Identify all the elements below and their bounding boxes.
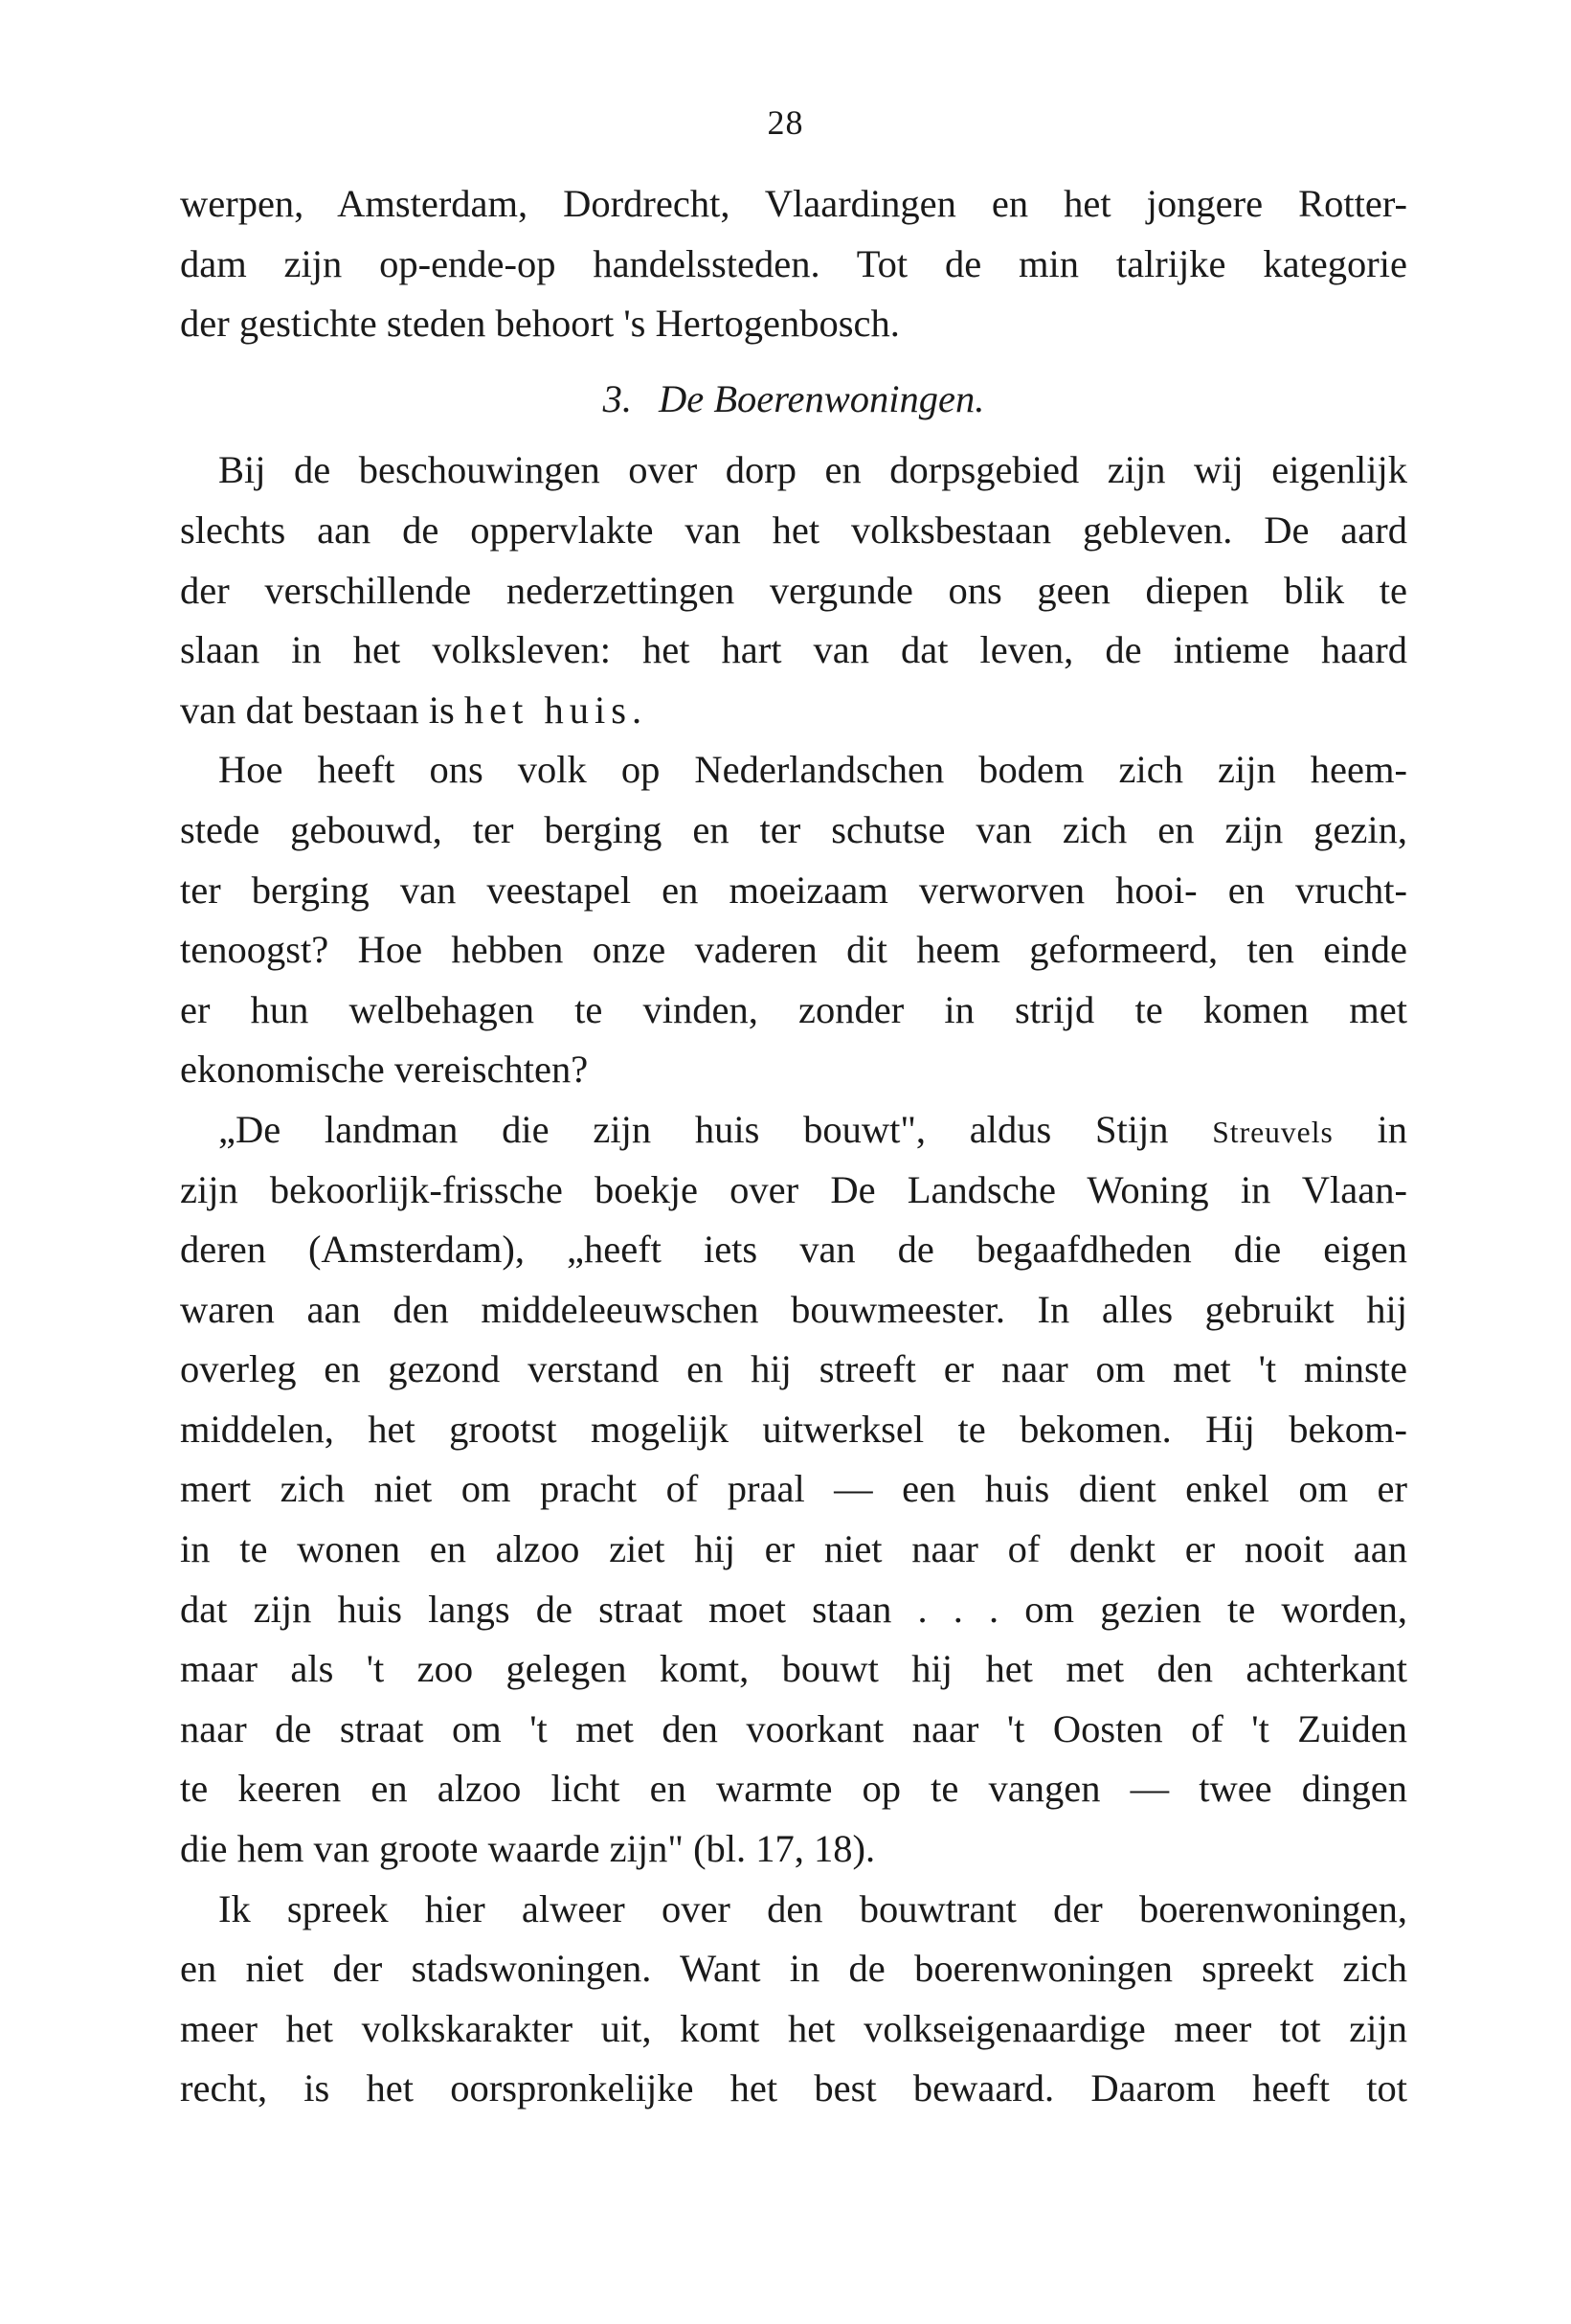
text-line: naar de straat om 't met den voorkant naar 't Oosten of 't Zuiden [180,1706,1407,1750]
text-fragment: „De landman die zijn huis bouwt", aldus [218,1107,1095,1151]
text-line: recht, is het oorspronkelijke het best bewaard. Daarom heeft tot [180,2066,1407,2110]
section-heading [180,370,1407,430]
text-line: overleg en gezond verstand en hij streeft er naar om met 't minste [180,1347,1407,1391]
text-line: der verschillende nederzettingen vergunde ons geen diepen blik te [180,568,1407,612]
text-line: ekonomische vereischten? [180,1048,589,1092]
text-fragment: van dat bestaan is [180,688,464,732]
text-line: in te wonen en alzoo ziet hij er niet naar of denkt er nooit aan [180,1527,1407,1571]
text-line [180,1100,1407,1161]
text-line: dam zijn op-ende-op handelssteden. Tot de min talrijke kategorie [180,241,1407,285]
text-line: meer het volkskarakter uit, komt het volkseigenaardige meer tot zijn [180,2006,1407,2050]
text-line: Ik spreek hier alweer over den bouwtrant der boerenwoningen, [218,1886,1407,1930]
text-line: Hoe heeft ons volk op Nederlandschen bodem zich zijn heem- [218,748,1407,792]
emphasis-spaced: het huis [463,688,633,732]
text-line [180,681,1407,741]
text-line: Bij de beschouwingen over dorp en dorpsgebied zijn wij eigenlijk [218,448,1407,492]
text-line: die hem van groote waarde zijn" (bl. 17, 18). [180,1827,876,1871]
text-line: er hun welbehagen te vinden, zonder in strijd te komen met [180,987,1407,1031]
text-line: tenoogst? Hoe hebben onze vaderen dit heem geformeerd, ten einde [180,928,1407,972]
text-line: maar als 't zoo gelegen komt, bouwt hij het met den achterkant [180,1647,1407,1691]
body-text [180,174,1407,2119]
text-line: middelen, het grootst mogelijk uitwerksel te bekomen. Hij bekom- [180,1407,1407,1451]
text-line: te keeren en alzoo licht en warmte op te vangen — twee dingen [180,1767,1407,1811]
text-line: zijn bekoorlijk-frissche boekje over De Landsche Woning in Vlaan- [180,1167,1407,1211]
text-line: deren (Amsterdam), „heeft iets van de begaafdheden die eigen [180,1228,1407,1272]
text-line: en niet der stadswoningen. Want in de boerenwoningen spreekt zich [180,1947,1407,1991]
text-line: der gestichte steden behoort 's Hertogenbosch. [180,302,900,346]
text-line: stede gebouwd, ter berging en ter schutse van zich en zijn gezin, [180,807,1407,851]
text-line: slechts aan de oppervlakte van het volksbestaan gebleven. De aard [180,508,1407,552]
section-number: 3. [602,376,632,420]
author-last-name: Streuvels [1212,1115,1334,1149]
text-fragment: in [1333,1107,1407,1151]
text-line: slaan in het volksleven: het hart van dat leven, de intieme haard [180,628,1407,672]
page-number: 28 [767,103,804,142]
text-line: waren aan den middeleeuwschen bouwmeester. In alles gebruikt hij [180,1287,1407,1331]
text-line: dat zijn huis langs de straat moet staan . . . om gezien te worden, [180,1587,1407,1631]
text-line: werpen, Amsterdam, Dordrecht, Vlaardingen en het jongere Rotter- [180,182,1407,225]
text-fragment: . [632,688,642,732]
text-line: ter berging van veestapel en moeizaam verworven hooi- en vrucht- [180,868,1407,912]
author-first-name: Stijn [1094,1107,1169,1151]
text-line: mert zich niet om pracht of praal — een huis dient enkel om er [180,1467,1407,1511]
section-title: De Boerenwoningen. [658,376,985,420]
